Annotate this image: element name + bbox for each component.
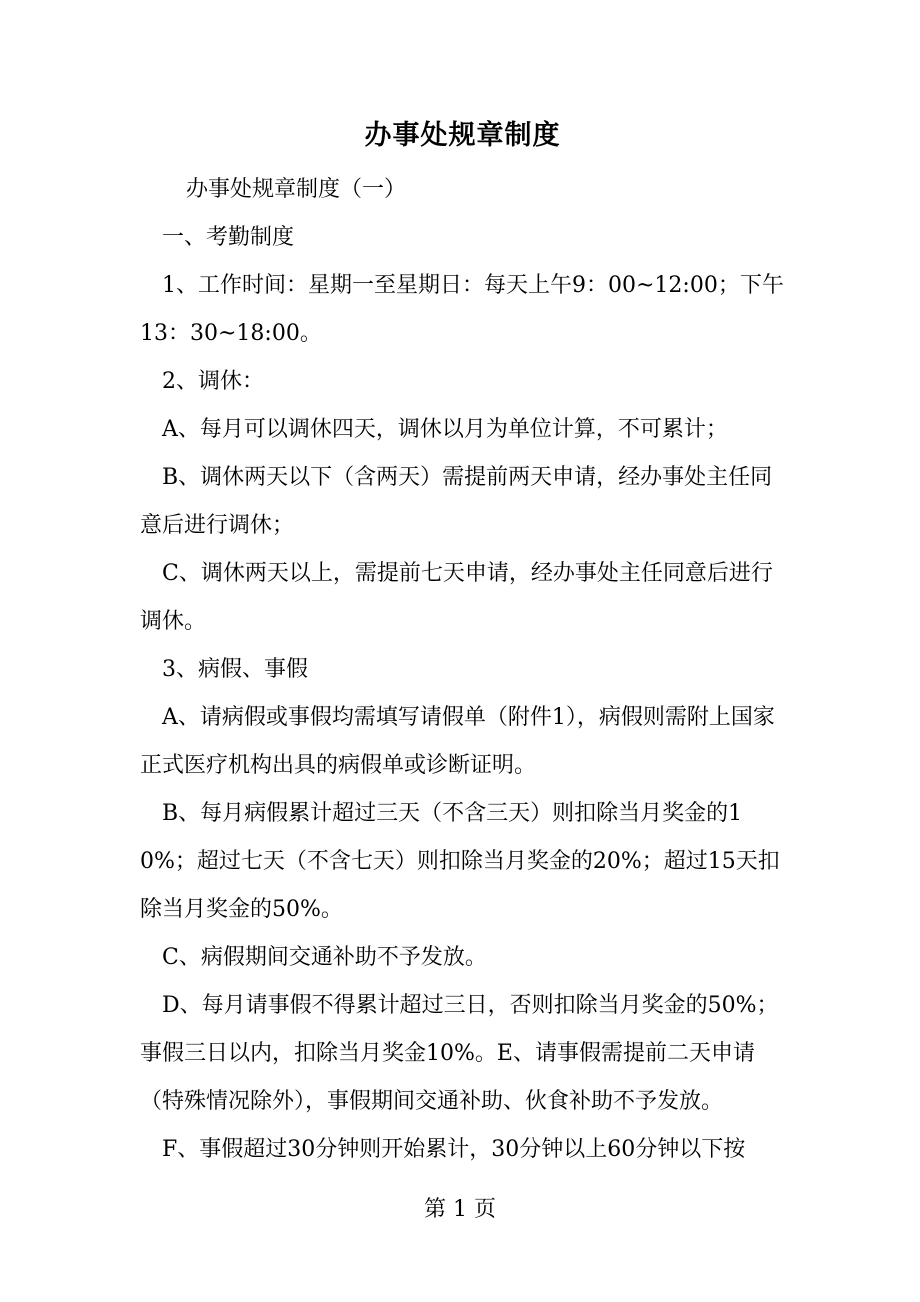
paragraph-rest-days-b: B、调休两天以下（含两天）需提前两天申请，经办事处主任同意后进行调休； [140, 465, 773, 538]
document-body [140, 112, 785, 1174]
paragraph-leave-a: A、请病假或事假均需填写请假单（附件1），病假则需附上国家正式医疗机构出具的病假单或诊断证明。 [140, 705, 775, 778]
paragraph-rest-days-a: A、每月可以调休四天，调休以月为单位计算，不可累计； [162, 417, 728, 442]
paragraph-leave-heading: 3、病假、事假 [162, 657, 308, 682]
section-subtitle: 办事处规章制度（一） [186, 177, 407, 202]
paragraph-work-hours: 1、工作时间：星期一至星期日：每天上午9：00~12:00；下午13：30~18:00。 [140, 273, 784, 346]
paragraph-leave-f: F、事假超过30分钟则开始累计，30分钟以上60分钟以下按 [162, 1137, 746, 1162]
paragraph-leave-c: C、病假期间交通补助不予发放。 [162, 945, 487, 970]
paragraph-rest-days-c: C、调休两天以上，需提前七天申请，经办事处主任同意后进行调休。 [140, 561, 773, 634]
paragraph-rest-days-heading: 2、调休： [162, 369, 264, 394]
page-number: 第 1 页 [424, 1197, 496, 1222]
paragraph-leave-d: D、每月请事假不得累计超过三日，否则扣除当月奖金的50%；事假三日以内，扣除当月奖金10%。E、请事假需提前二天申请（特殊情况除外），事假期间交通补助、伙食补助不予发放。 [140, 993, 779, 1114]
section-heading-attendance: 一、考勤制度 [162, 225, 295, 250]
document-title: 办事处规章制度 [364, 120, 561, 151]
paragraph-leave-b: B、每月病假累计超过三天（不含三天）则扣除当月奖金的10%；超过七天（不含七天）则扣除当月奖金的20%；超过15天扣除当月奖金的50%。 [140, 801, 780, 922]
